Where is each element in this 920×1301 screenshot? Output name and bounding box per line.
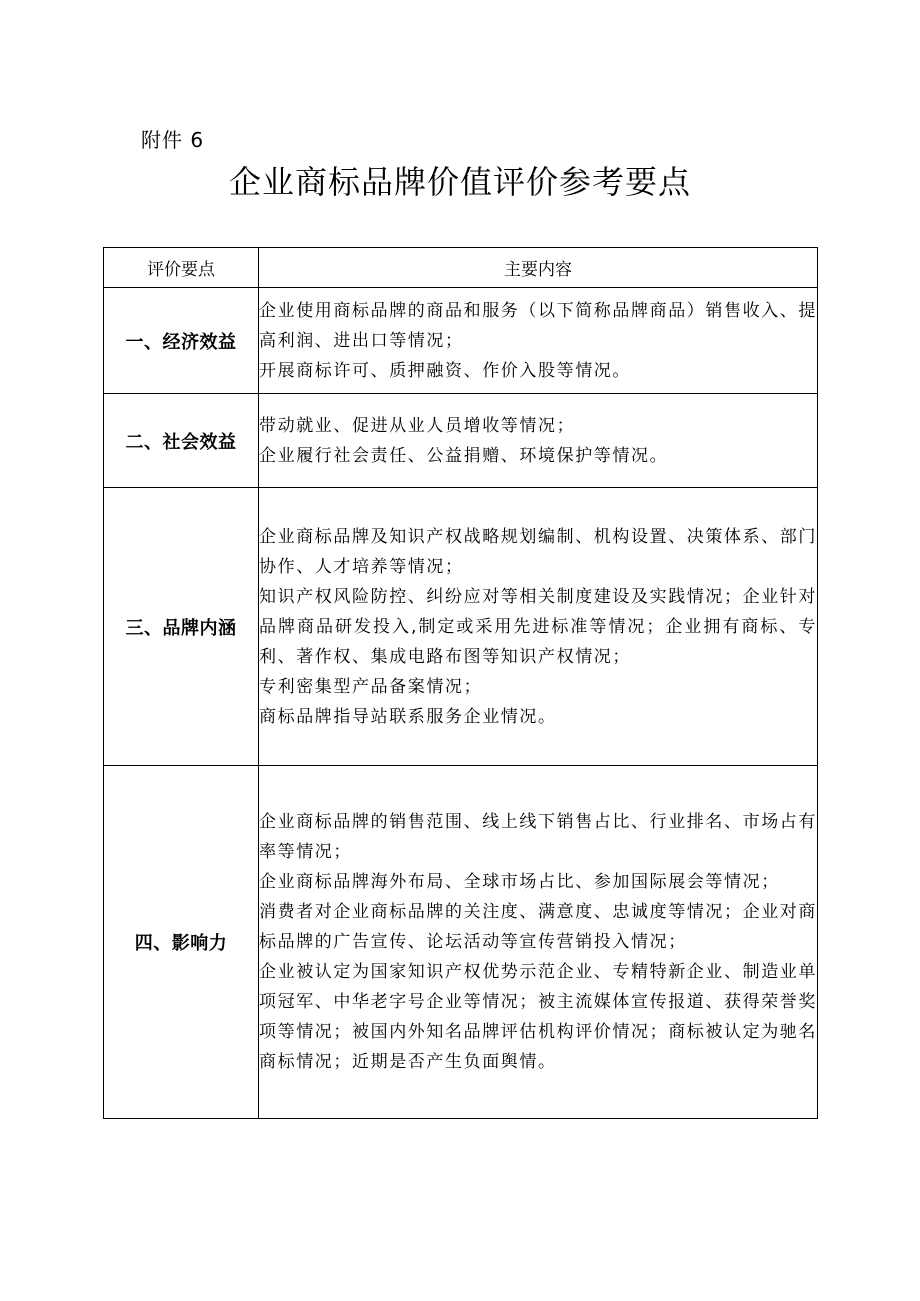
category-cell: 四、影响力	[104, 766, 259, 1119]
content-line: 企业履行社会责任、公益捐赠、环境保护等情况。	[259, 445, 669, 466]
column-header-criteria: 评价要点	[104, 248, 259, 288]
category-cell: 二、社会效益	[104, 394, 259, 488]
column-header-content: 主要内容	[259, 248, 818, 288]
category-cell: 三、品牌内涵	[104, 488, 259, 766]
category-cell: 一、经济效益	[104, 288, 259, 394]
content-line: 企业商标品牌及知识产权战略规划编制、机构设置、决策体系、部门协作、人才培养等情况；	[259, 526, 817, 577]
content-line: 知识产权风险防控、纠纷应对等相关制度建设及实践情况；企业针对品牌商品研发投入,制定或采用先进标准等情况；企业拥有商标、专利、著作权、集成电路布图等知识产权情况；	[259, 586, 817, 667]
content-cell	[259, 488, 818, 766]
content-line: 带动就业、促进从业人员增收等情况；	[259, 415, 576, 436]
attachment-label: 附件 6	[141, 128, 205, 152]
content-cell	[259, 766, 818, 1119]
table-row-social	[104, 394, 818, 488]
content-line: 企业被认定为国家知识产权优势示范企业、专精特新企业、制造业单项冠军、中华老字号企业等情况；被主流媒体宣传报道、获得荣誉奖项等情况；被国内外知名品牌评估机构评价情况；商标被认定为驰名商标情况；近期是否产生负面舆情。	[259, 962, 817, 1072]
table-row-economic	[104, 288, 818, 394]
table-header-row	[104, 248, 818, 288]
table-row-brand-connotation	[104, 488, 818, 766]
content-line: 商标品牌指导站联系服务企业情况。	[259, 706, 557, 727]
content-line: 企业使用商标品牌的商品和服务（以下简称品牌商品）销售收入、提高利润、进出口等情况；	[259, 300, 817, 351]
content-line: 专利密集型产品备案情况；	[259, 676, 483, 697]
content-cell	[259, 288, 818, 394]
content-cell	[259, 394, 818, 488]
content-line: 企业商标品牌海外布局、全球市场占比、参加国际展会等情况；	[259, 872, 780, 892]
table-row-influence	[104, 766, 818, 1119]
content-line: 消费者对企业商标品牌的关注度、满意度、忠诚度等情况；企业对商标品牌的广告宣传、论坛活动等宣传营销投入情况；	[259, 902, 817, 952]
evaluation-table	[103, 247, 818, 1119]
content-line: 开展商标许可、质押融资、作价入股等情况。	[259, 360, 631, 381]
document-title: 企业商标品牌价值评价参考要点	[228, 163, 691, 201]
content-line: 企业商标品牌的销售范围、线上线下销售占比、行业排名、市场占有率等情况；	[259, 812, 817, 862]
